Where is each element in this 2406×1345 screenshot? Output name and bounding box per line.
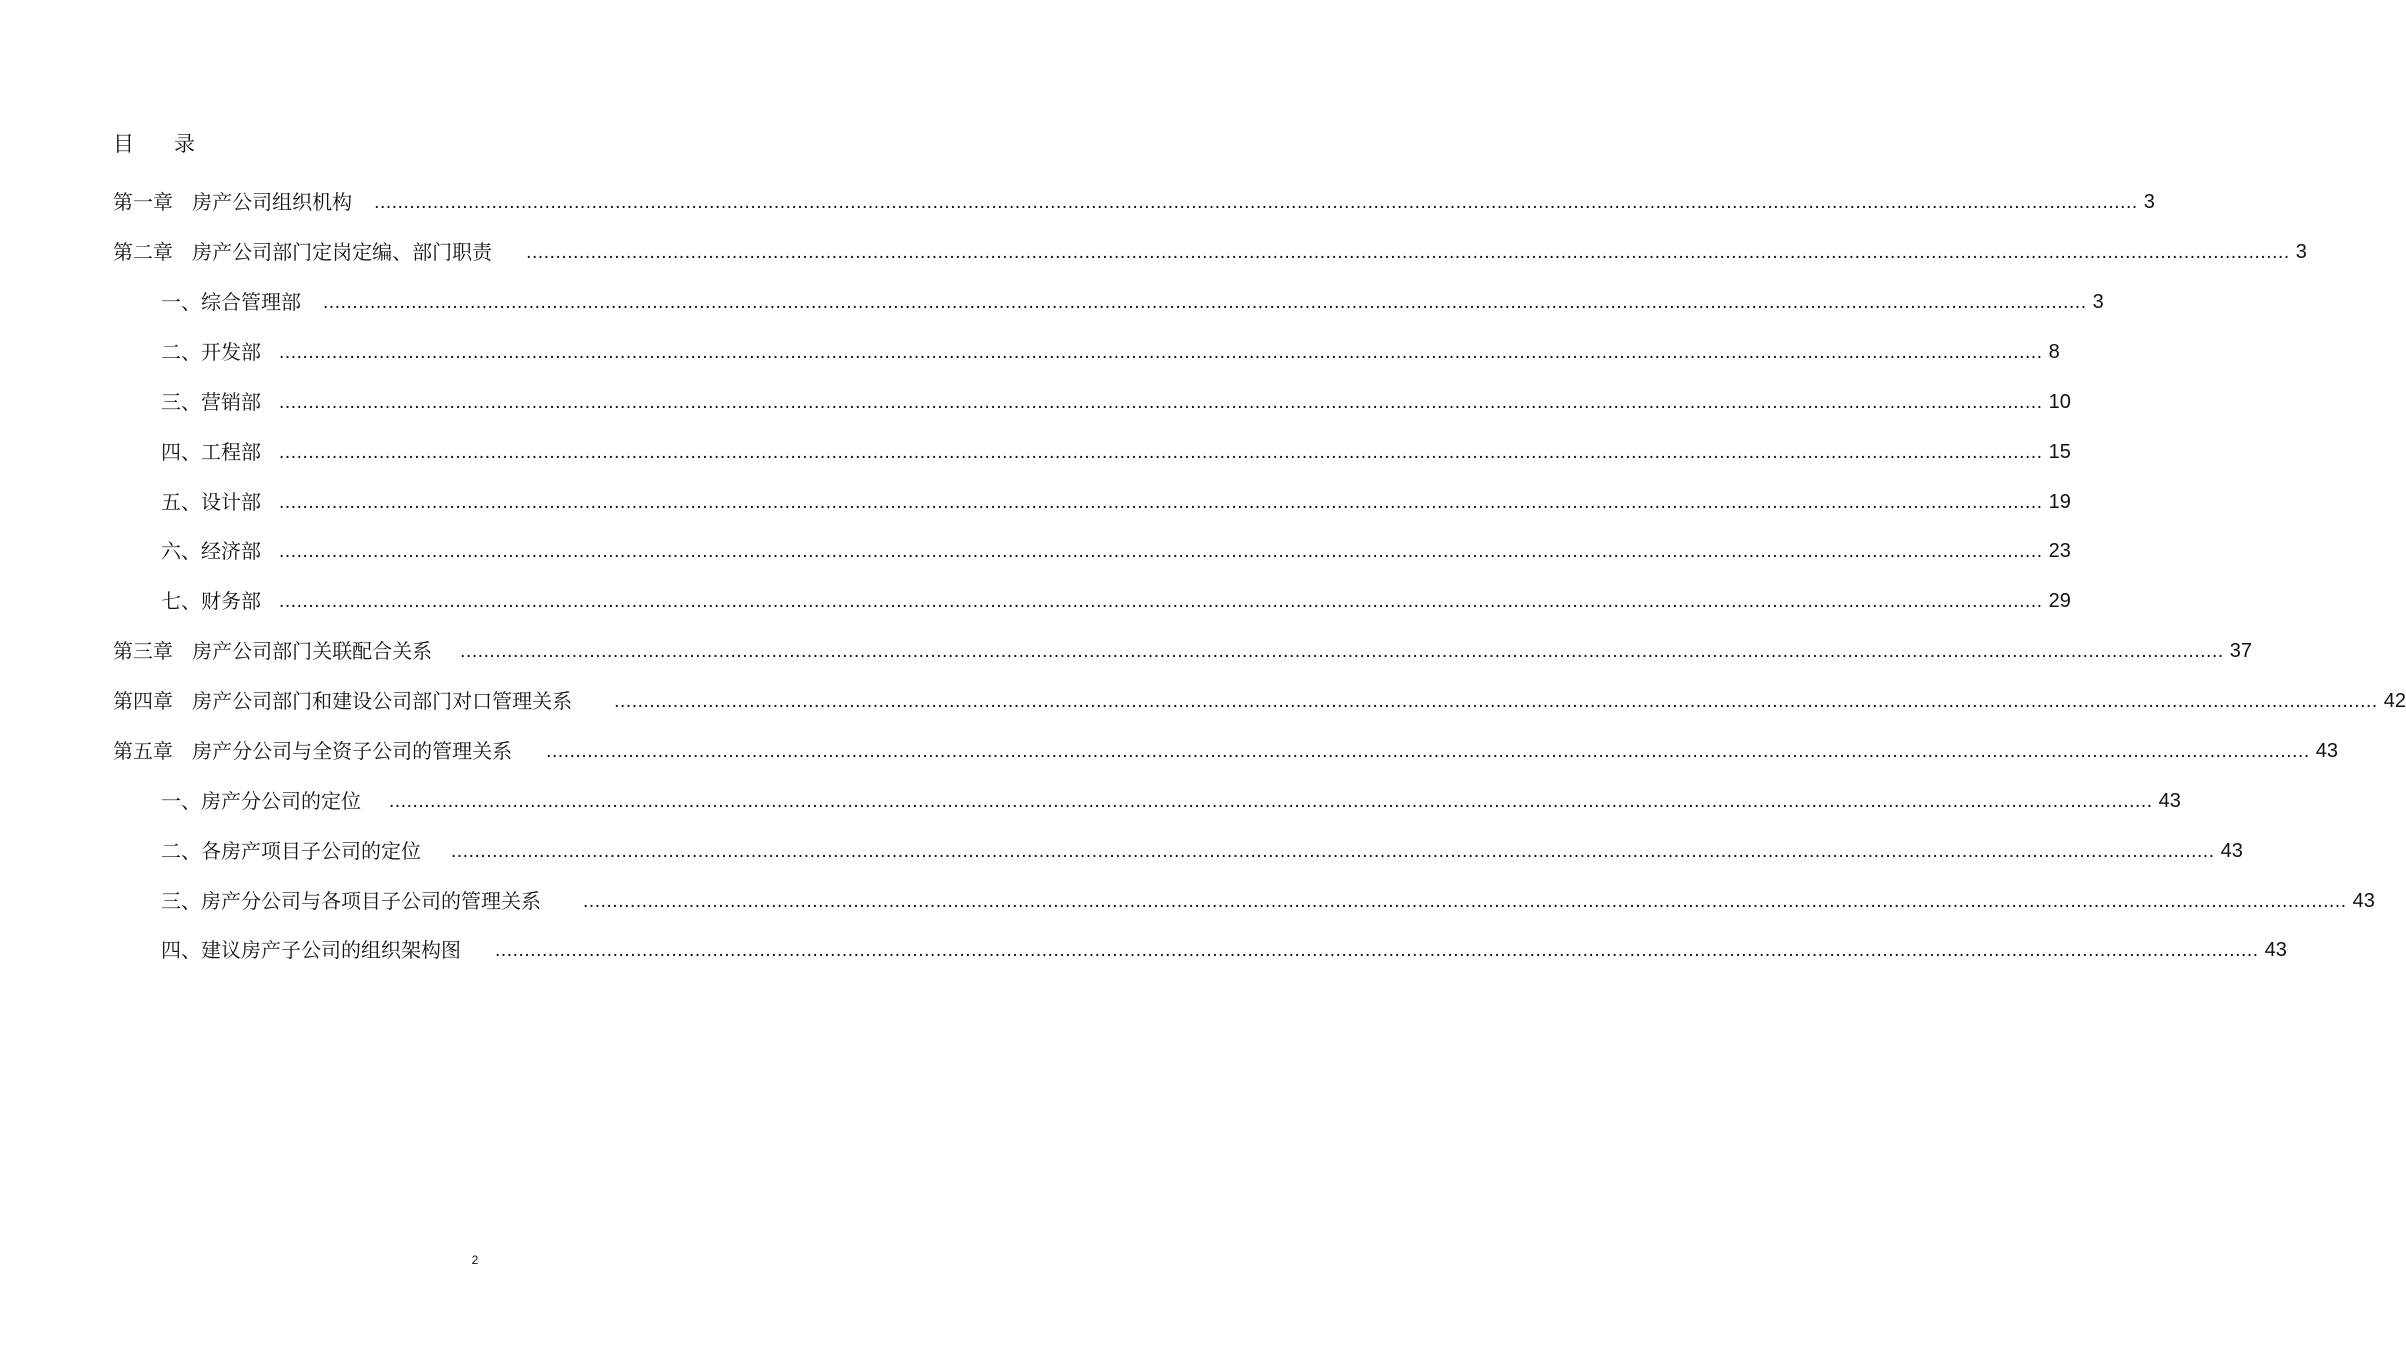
dot-leader: ............................................................................................................................................................................................................................................................................................................: [451, 841, 2215, 862]
toc-entry-label: 七、财务部: [161, 589, 261, 613]
toc-entry-section[interactable]: [161, 935, 2287, 965]
toc-entry-page: 3: [2295, 241, 2307, 263]
toc-entry-label: 五、设计部: [161, 490, 261, 514]
toc-entry-label: 第一章 房产公司组织机构: [113, 190, 353, 214]
toc-entry-label: 三、房产分公司与各项目子公司的管理关系: [161, 889, 541, 913]
dot-leader: ............................................................................................................................................................................................................................................................................................................: [323, 292, 2087, 313]
page-number: 2: [471, 1253, 479, 1267]
toc-entry-label: 一、房产分公司的定位: [161, 789, 361, 813]
dot-leader: ............................................................................................................................................................................................................................................................................................................: [374, 192, 2138, 213]
toc-entry-page: 43: [2352, 890, 2375, 912]
toc-entry-chapter-1[interactable]: [113, 187, 2155, 217]
toc-entry-label: 第五章 房产分公司与全资子公司的管理关系: [113, 739, 513, 763]
dot-leader: ............................................................................................................................................................................................................................................................................................................: [279, 492, 2043, 513]
dot-leader: ............................................................................................................................................................................................................................................................................................................: [583, 891, 2347, 912]
dot-leader: ............................................................................................................................................................................................................................................................................................................: [546, 741, 2310, 762]
toc-entry-page: 10: [2048, 391, 2071, 413]
toc-entry-label: 六、经济部: [161, 539, 261, 563]
toc-entry-page: 3: [2143, 191, 2155, 213]
toc-entry-page: 8: [2048, 341, 2060, 363]
toc-entry-label: 二、各房产项目子公司的定位: [161, 839, 421, 863]
toc-entry-section[interactable]: [161, 437, 2071, 467]
toc-entry-page: 43: [2315, 740, 2338, 762]
toc-entry-label: 四、工程部: [161, 440, 261, 464]
toc-entry-section[interactable]: [161, 786, 2181, 816]
toc-entry-chapter-5[interactable]: [113, 736, 2338, 766]
toc-entry-section[interactable]: [161, 836, 2243, 866]
toc-entry-label: 第三章 房产公司部门关联配合关系: [113, 639, 433, 663]
toc-entry-section[interactable]: [161, 536, 2071, 566]
toc-entry-page: 43: [2264, 939, 2287, 961]
toc-entry-label: 一、综合管理部: [161, 290, 301, 314]
dot-leader: ............................................................................................................................................................................................................................................................................................................: [279, 442, 2043, 463]
toc-entry-page: 37: [2229, 640, 2252, 662]
dot-leader: ............................................................................................................................................................................................................................................................................................................: [460, 641, 2224, 662]
toc-entry-label: 四、建议房产子公司的组织架构图: [161, 938, 461, 962]
toc-title: 目 录: [113, 132, 196, 156]
toc-entry-chapter-2[interactable]: [113, 237, 2307, 267]
toc-entry-page: 19: [2048, 491, 2071, 513]
toc-entry-page: 42: [2383, 690, 2406, 712]
toc-entry-chapter-4[interactable]: [113, 686, 2406, 716]
toc-entry-label: 第四章 房产公司部门和建设公司部门对口管理关系: [113, 689, 573, 713]
toc-entry-label: 二、开发部: [161, 340, 261, 364]
toc-entry-chapter-3[interactable]: [113, 636, 2252, 666]
toc-entry-section[interactable]: [161, 387, 2071, 417]
dot-leader: ............................................................................................................................................................................................................................................................................................................: [279, 342, 2043, 363]
toc-entry-page: 29: [2048, 590, 2071, 612]
toc-entry-label: 第二章 房产公司部门定岗定编、部门职责: [113, 240, 493, 264]
toc-entry-page: 23: [2048, 540, 2071, 562]
toc-entry-section[interactable]: [161, 886, 2375, 916]
toc-entry-section[interactable]: [161, 337, 2060, 367]
dot-leader: ............................................................................................................................................................................................................................................................................................................: [279, 541, 2043, 562]
dot-leader: ............................................................................................................................................................................................................................................................................................................: [526, 242, 2290, 263]
toc-entry-section[interactable]: [161, 287, 2104, 317]
toc-entry-page: 15: [2048, 441, 2071, 463]
toc-entry-section[interactable]: [161, 487, 2071, 517]
dot-leader: ............................................................................................................................................................................................................................................................................................................: [614, 691, 2378, 712]
dot-leader: ............................................................................................................................................................................................................................................................................................................: [279, 392, 2043, 413]
toc-entry-page: 43: [2158, 790, 2181, 812]
toc-entry-label: 三、营销部: [161, 390, 261, 414]
dot-leader: ............................................................................................................................................................................................................................................................................................................: [279, 591, 2043, 612]
toc-entry-page: 3: [2092, 291, 2104, 313]
toc-entry-section[interactable]: [161, 586, 2071, 616]
toc-entry-page: 43: [2220, 840, 2243, 862]
dot-leader: ............................................................................................................................................................................................................................................................................................................: [389, 791, 2153, 812]
dot-leader: ............................................................................................................................................................................................................................................................................................................: [495, 940, 2259, 961]
